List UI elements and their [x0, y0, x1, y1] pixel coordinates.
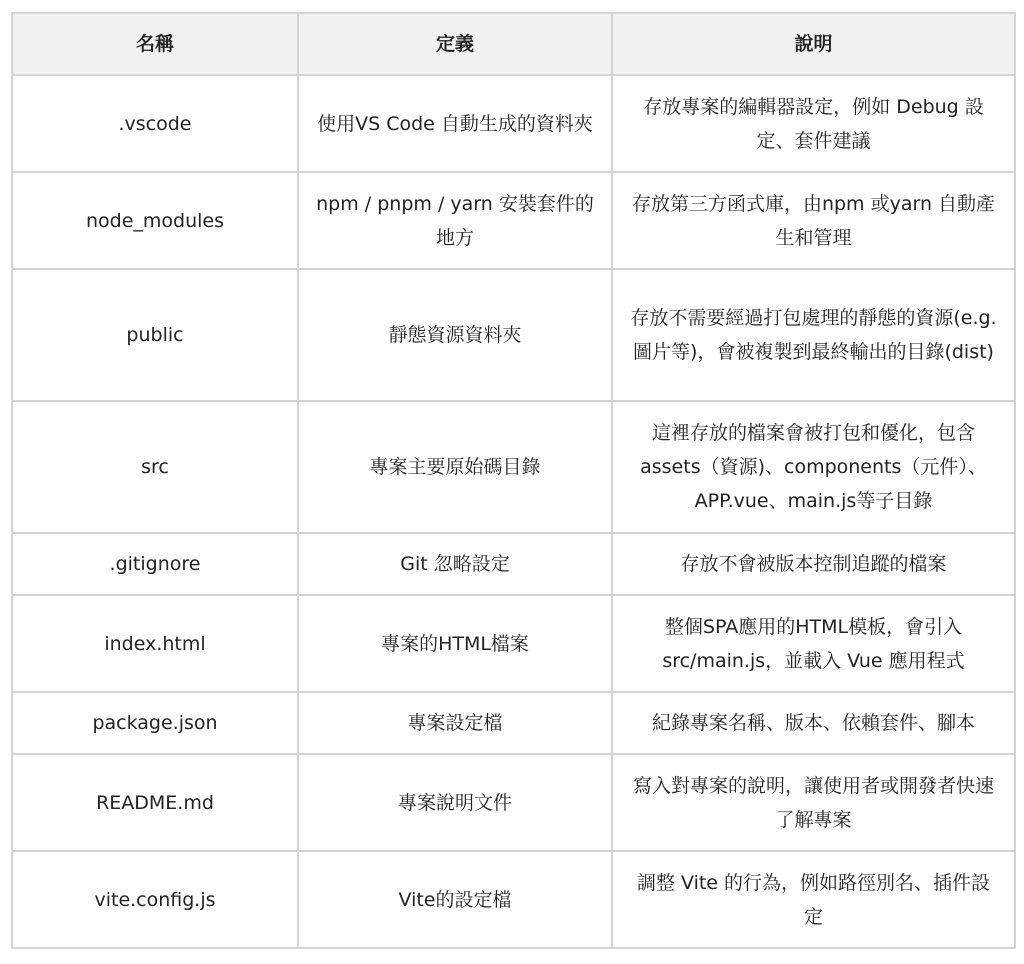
cell-description: 存放第三方函式庫，由npm 或yarn 自動產生和管理	[612, 172, 1015, 269]
table-row	[12, 851, 1015, 948]
cell-description: 存放不會被版本控制追蹤的檔案	[612, 533, 1015, 595]
project-structure-table-container	[11, 12, 1014, 949]
project-structure-table	[11, 12, 1016, 949]
table-row	[12, 75, 1015, 172]
cell-description: 紀錄專案名稱、版本、依賴套件、腳本	[612, 692, 1015, 754]
cell-name: package.json	[12, 692, 298, 754]
cell-description: 這裡存放的檔案會被打包和優化，包含assets（資源)、components（元件）、APP.vue、main.js等子目錄	[612, 401, 1015, 533]
table-row	[12, 269, 1015, 401]
table-row	[12, 595, 1015, 692]
cell-description: 存放專案的編輯器設定，例如 Debug 設定、套件建議	[612, 75, 1015, 172]
table-row	[12, 533, 1015, 595]
table-row	[12, 172, 1015, 269]
header-definition: 定義	[298, 13, 612, 75]
cell-description: 整個SPA應用的HTML模板，會引入src/main.js，並載入 Vue 應用程式	[612, 595, 1015, 692]
table-row	[12, 692, 1015, 754]
cell-name: src	[12, 401, 298, 533]
cell-name: node_modules	[12, 172, 298, 269]
cell-definition: 專案的HTML檔案	[298, 595, 612, 692]
cell-name: .gitignore	[12, 533, 298, 595]
table-row	[12, 754, 1015, 851]
cell-definition: 專案說明文件	[298, 754, 612, 851]
cell-definition: npm / pnpm / yarn 安裝套件的地方	[298, 172, 612, 269]
cell-definition: 專案設定檔	[298, 692, 612, 754]
cell-name: index.html	[12, 595, 298, 692]
table-row	[12, 401, 1015, 533]
cell-name: public	[12, 269, 298, 401]
cell-definition: Vite的設定檔	[298, 851, 612, 948]
cell-definition: 靜態資源資料夾	[298, 269, 612, 401]
cell-name: .vscode	[12, 75, 298, 172]
cell-name: vite.config.js	[12, 851, 298, 948]
cell-description: 存放不需要經過打包處理的靜態的資源(e.g.圖片等)，會被複製到最終輸出的目錄(dist)	[612, 269, 1015, 401]
cell-description: 調整 Vite 的行為，例如路徑別名、插件設定	[612, 851, 1015, 948]
cell-name: README.md	[12, 754, 298, 851]
cell-definition: 使用VS Code 自動生成的資料夾	[298, 75, 612, 172]
table-header	[12, 13, 1015, 75]
cell-definition: Git 忽略設定	[298, 533, 612, 595]
cell-definition: 專案主要原始碼目錄	[298, 401, 612, 533]
cell-description: 寫入對專案的說明，讓使用者或開發者快速了解專案	[612, 754, 1015, 851]
header-row	[12, 13, 1015, 75]
table-body	[12, 75, 1015, 948]
header-description: 說明	[612, 13, 1015, 75]
header-name: 名稱	[12, 13, 298, 75]
